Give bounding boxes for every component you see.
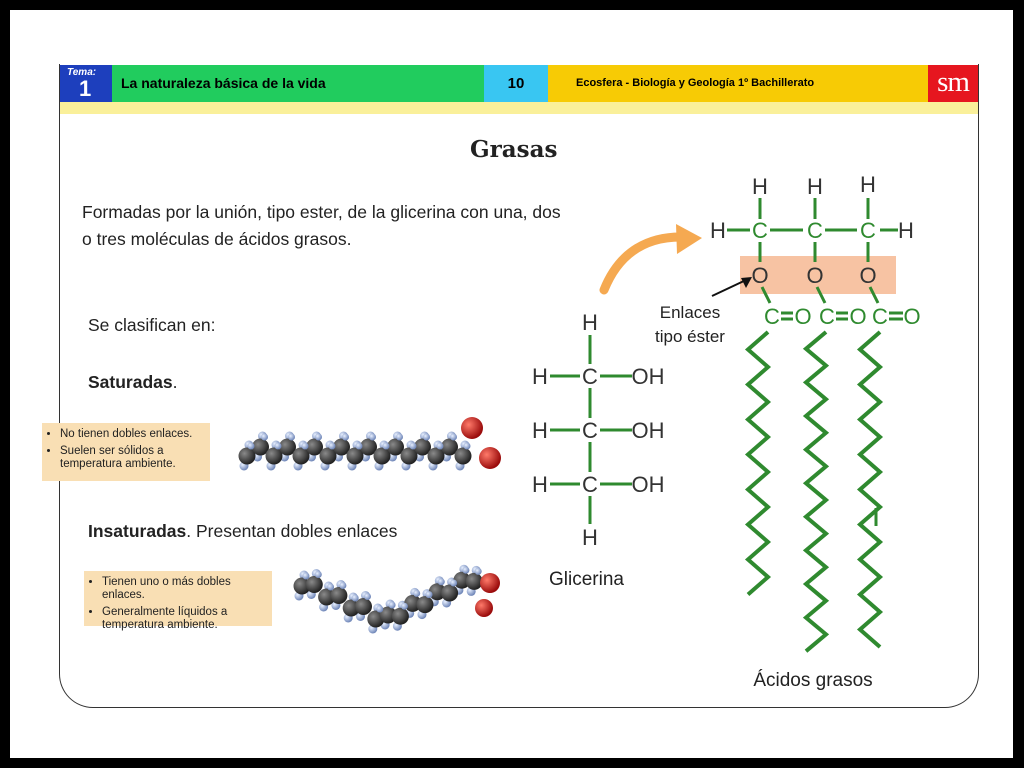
carbon-atom [455, 448, 472, 465]
classify-text: Se clasifican en: [88, 315, 216, 335]
hydrogen-atom [383, 443, 390, 450]
hydrogen-atom [426, 591, 433, 598]
hydrogen-atom [410, 443, 417, 450]
hydrogen-atom [303, 573, 310, 580]
atom-h: H [582, 310, 598, 335]
atom-c: C [819, 304, 835, 329]
hydrogen-atom [396, 434, 403, 441]
group-oh: OH [631, 418, 665, 443]
atom-h: H [532, 364, 548, 389]
glicerina-label: Glicerina [549, 569, 624, 590]
hydrogen-atom [339, 582, 346, 589]
publisher-logo: sm [928, 65, 978, 102]
carbon-atom [441, 585, 458, 602]
intro-line-1: Formadas por la unión, tipo ester, de la glicerina con una, dos [82, 202, 561, 222]
hydrogen-atom [438, 578, 445, 585]
fatty-acid-chains [748, 332, 880, 651]
atom-h: H [582, 525, 598, 550]
page-number: 10 [484, 65, 548, 102]
saturadas-suffix: . [172, 372, 178, 392]
hydrogen-atom [376, 606, 383, 613]
fatty-acid-chain-3 [860, 332, 880, 647]
carbon-atom [392, 608, 409, 625]
hydrogen-atom [275, 443, 282, 450]
insaturadas-name: Insaturadas [88, 521, 187, 541]
oxygen-atom [479, 447, 501, 469]
atom-c: C [582, 418, 598, 443]
hydrogen-atom [342, 434, 349, 441]
hydrogen-atom [450, 580, 457, 587]
insaturadas-suffix: . Presentan dobles enlaces [186, 521, 398, 541]
saturadas-name: Saturadas [88, 372, 173, 392]
hydrogen-atom [413, 590, 420, 597]
hydrogen-atom [352, 595, 359, 602]
tema-label: Tema: [67, 67, 97, 78]
atom-h: H [860, 172, 876, 197]
unit-title: La naturaleza básica de la vida [112, 65, 484, 102]
hydrogen-atom [356, 443, 363, 450]
atom-h: H [807, 174, 823, 199]
atom-h: H [752, 174, 768, 199]
atom-c: C [807, 218, 823, 243]
atom-o: O [751, 263, 769, 288]
saturadas-bullet-2: • Suelen ser sólidos a temperatura ambiente. [60, 445, 204, 471]
atom-h: H [898, 218, 914, 243]
carbon-atom [417, 596, 434, 613]
atom-o: O [859, 263, 877, 288]
group-oh: OH [631, 472, 665, 497]
hydrogen-atom [475, 568, 482, 575]
hydrogen-atom [315, 434, 322, 441]
ester-label-line-1: Enlaces [659, 303, 721, 322]
atom-h: H [710, 218, 726, 243]
intro-line-2: o tres moléculas de ácidos grasos. [82, 229, 352, 249]
atom-h: H [532, 472, 548, 497]
tema-number: 1 [79, 76, 92, 101]
hydrogen-atom [248, 443, 255, 450]
atom-c: C [764, 304, 780, 329]
atom-c: C [872, 304, 888, 329]
hydrogen-atom [437, 443, 444, 450]
ester-label-line-2: tipo éster [655, 327, 725, 346]
curved-arrow-icon [604, 237, 684, 290]
atom-h: H [532, 418, 548, 443]
hydrogen-atom [261, 434, 268, 441]
curved-arrow-head-icon [676, 224, 702, 254]
page-title: Grasas [470, 136, 558, 163]
saturated-molecule-model [239, 417, 502, 471]
atom-o: O [794, 304, 812, 329]
hydrogen-atom [369, 434, 376, 441]
oxygen-atom [461, 417, 483, 439]
hydrogen-atom [288, 434, 295, 441]
hydrogen-atom [364, 593, 371, 600]
fatty-acid-chain-2 [806, 332, 826, 651]
hydrogen-atom [464, 443, 471, 450]
hydrogen-atom [401, 603, 408, 610]
hydrogen-atom [389, 602, 396, 609]
atom-c: C [582, 472, 598, 497]
hydrogen-atom [315, 571, 322, 578]
hydrogen-atom [423, 434, 430, 441]
hydrogen-atom [462, 567, 469, 574]
atom-o: O [806, 263, 824, 288]
atom-c: C [860, 218, 876, 243]
unsaturated-molecule-model [294, 565, 501, 634]
hydrogen-atom [302, 443, 309, 450]
acidos-grasos-label: Ácidos grasos [753, 670, 873, 691]
oxygen-atom [480, 573, 500, 593]
saturadas-bullet-1: • No tienen dobles enlaces. [60, 428, 204, 441]
insaturadas-bullet-2: • Generalmente líquidos a temperatura ambiente. [102, 606, 266, 632]
atom-o: O [903, 304, 921, 329]
hydrogen-atom [450, 434, 457, 441]
group-oh: OH [631, 364, 665, 389]
oxygen-atom [475, 599, 493, 617]
hydrogen-atom [327, 584, 334, 591]
fatty-acid-chain-1 [748, 332, 768, 595]
atom-c: C [752, 218, 768, 243]
atom-c: C [582, 364, 598, 389]
insaturadas-bullet-1: • Tienen uno o más dobles enlaces. [102, 576, 266, 602]
book-title: Ecosfera - Biología y Geología 1º Bachillerato [548, 65, 928, 102]
hydrogen-atom [329, 443, 336, 450]
atom-o: O [849, 304, 867, 329]
